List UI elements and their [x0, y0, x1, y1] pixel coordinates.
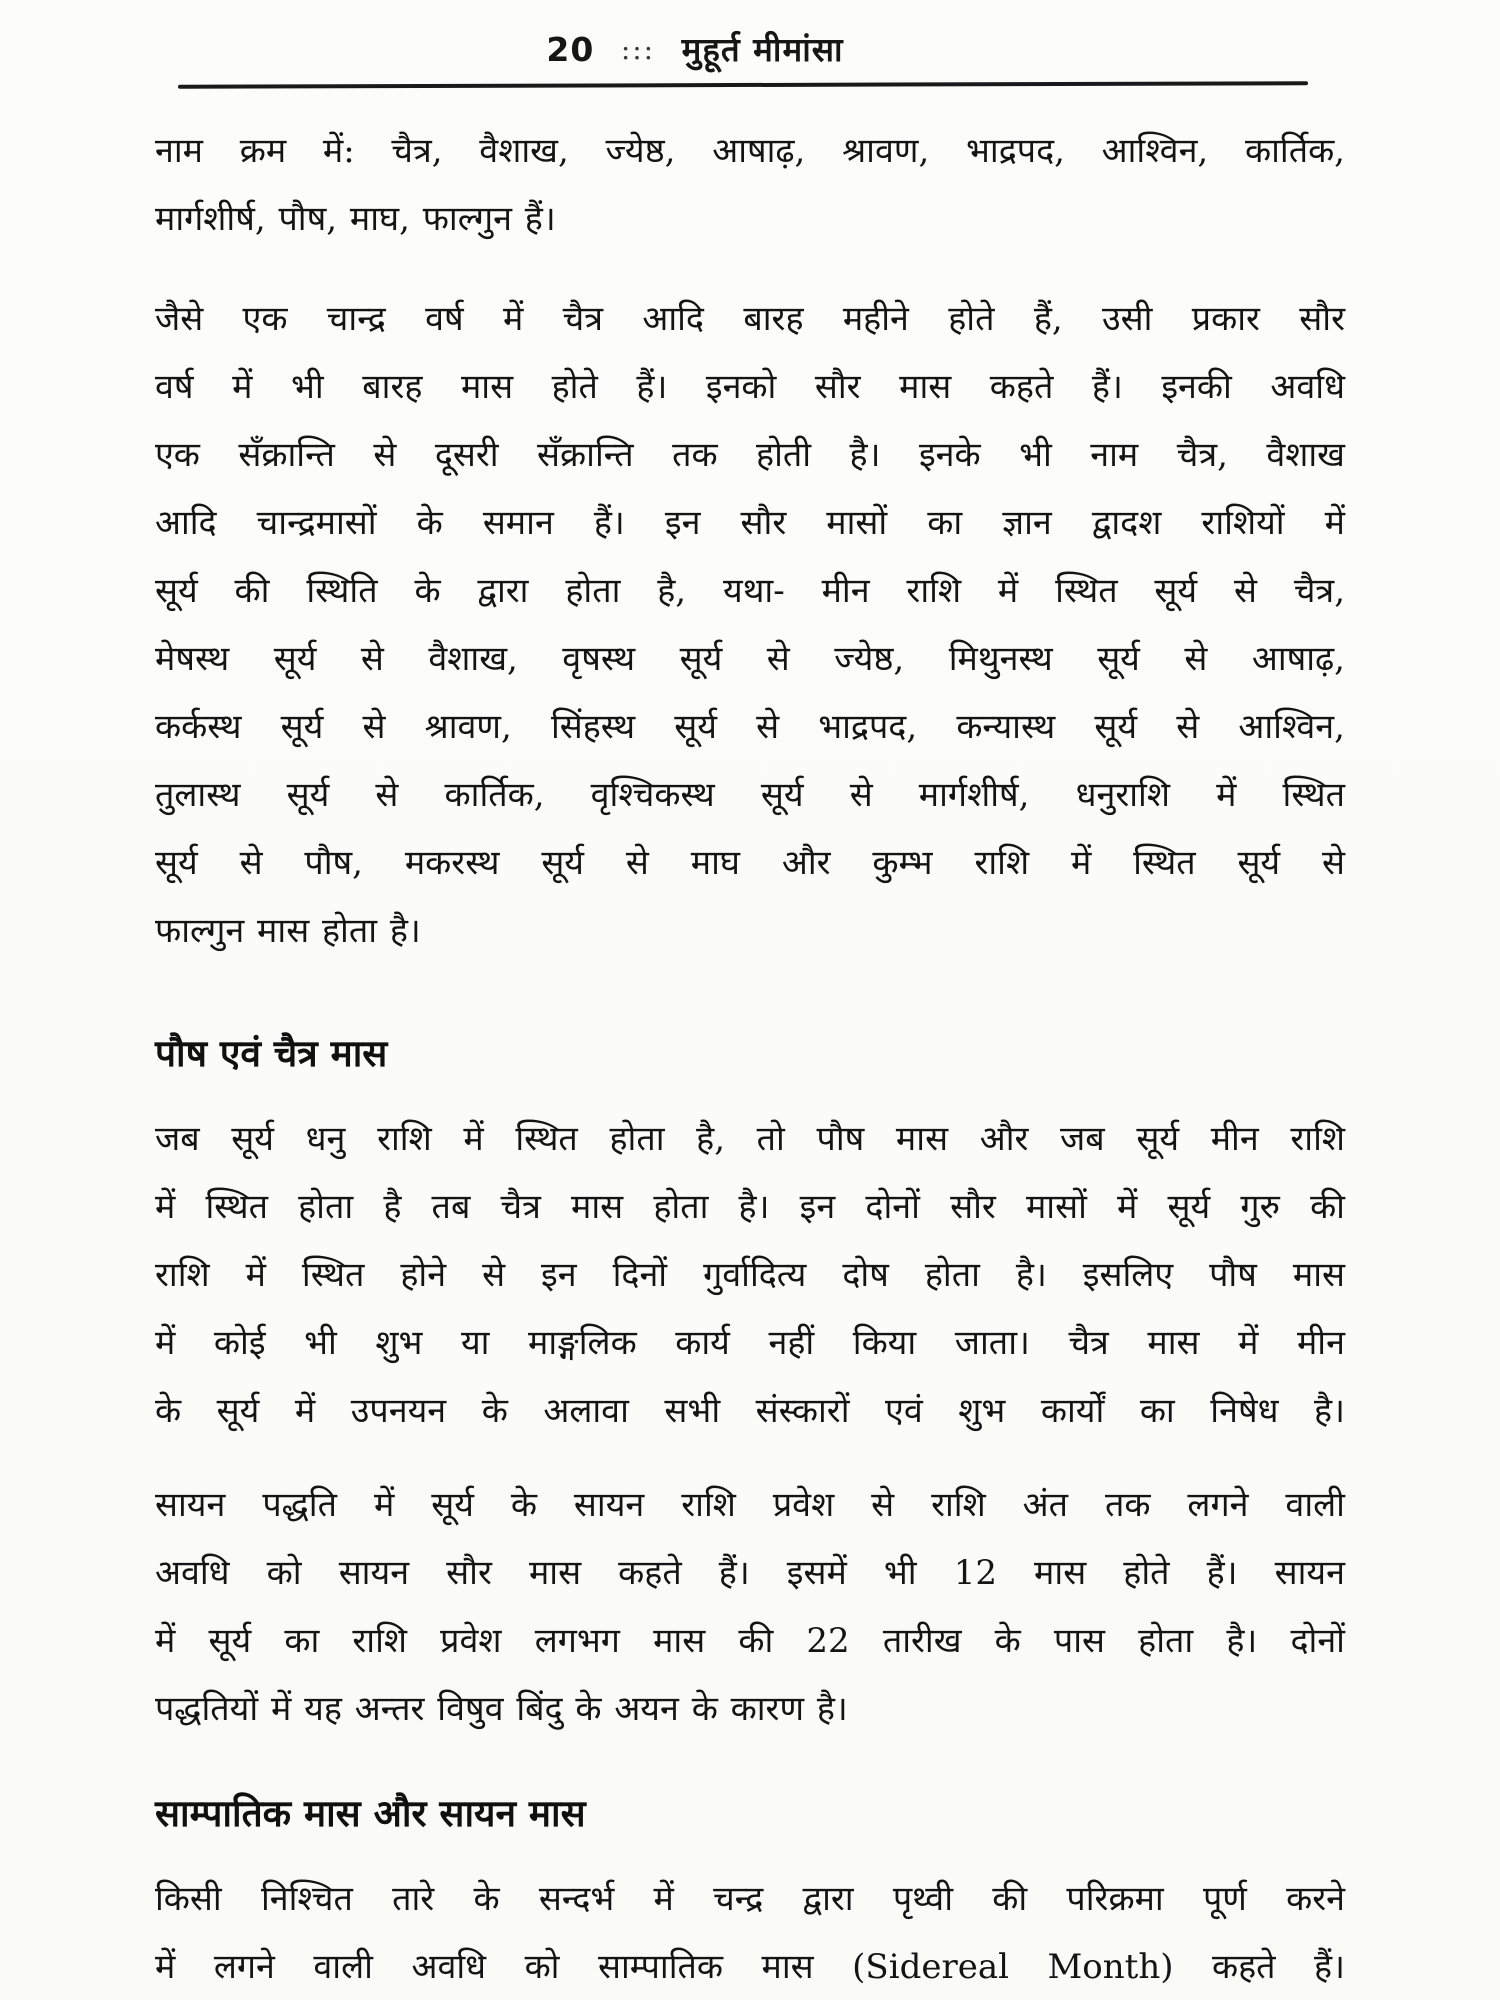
- text-line: में लगने वाली अवधि को साम्पातिक मास (Sidereal Month) कहते हैं।: [155, 1947, 1345, 1987]
- paragraph-1: [155, 117, 1345, 253]
- text-line: आदि चान्द्रमासों के समान हैं। इन सौर मासों का ज्ञान द्वादश राशियों में: [155, 503, 1345, 543]
- header-separator: :::: [620, 33, 656, 66]
- paragraph-5: [155, 1865, 1345, 2000]
- text-line: में सूर्य का राशि प्रवेश लगभग मास की 22 तारीख के पास होता है। दोनों: [155, 1621, 1345, 1661]
- section-heading-sampatik-sayan: साम्पातिक मास और सायन मास: [155, 1791, 586, 1835]
- text-line: एक सँक्रान्ति से दूसरी सँक्रान्ति तक होती है। इनके भी नाम चैत्र, वैशाख: [155, 435, 1345, 475]
- text-line: सायन पद्धति में सूर्य के सायन राशि प्रवेश से राशि अंत तक लगने वाली: [155, 1485, 1345, 1525]
- text-line: अवधि को सायन सौर मास कहते हैं। इसमें भी 12 मास होते हैं। सायन: [155, 1553, 1345, 1593]
- text-line: पद्धतियों में यह अन्तर विषुव बिंदु के अयन के कारण है।: [155, 1689, 848, 1729]
- text-line: वर्ष में भी बारह मास होते हैं। इनको सौर मास कहते हैं। इनकी अवधि: [155, 367, 1345, 407]
- text-line: में स्थित होता है तब चैत्र मास होता है। इन दोनों सौर मासों में सूर्य गुरु की: [155, 1187, 1345, 1227]
- page-number: 20: [546, 30, 595, 69]
- text-line: जैसे एक चान्द्र वर्ष में चैत्र आदि बारह महीने होते हैं, उसी प्रकार सौर: [155, 299, 1345, 339]
- text-line: फाल्गुन मास होता है।: [155, 911, 421, 951]
- paragraph-3: [155, 1105, 1345, 1445]
- text-line: कर्कस्थ सूर्य से श्रावण, सिंहस्थ सूर्य से भाद्रपद, कन्यास्थ सूर्य से आश्विन,: [155, 707, 1345, 747]
- text-line: राशि में स्थित होने से इन दिनों गुर्वादित्य दोष होता है। इसलिए पौष मास: [155, 1255, 1345, 1295]
- text-line: मेषस्थ सूर्य से वैशाख, वृषस्थ सूर्य से ज्येष्ठ, मिथुनस्थ सूर्य से आषाढ़,: [155, 639, 1345, 679]
- text-line: तुलास्थ सूर्य से कार्तिक, वृश्चिकस्थ सूर्य से मार्गशीर्ष, धनुराशि में स्थित: [155, 775, 1345, 815]
- text-line: किसी निश्चित तारे के सन्दर्भ में चन्द्र द्वारा पृथ्वी की परिक्रमा पूर्ण करने: [155, 1879, 1345, 1919]
- book-title: मुहूर्त मीमांसा: [681, 30, 844, 69]
- section-heading-paush-chaitra: पौष एवं चैत्र मास: [155, 1031, 388, 1075]
- paragraph-4: [155, 1471, 1345, 1743]
- text-line: जब सूर्य धनु राशि में स्थित होता है, तो पौष मास और जब सूर्य मीन राशि: [155, 1119, 1345, 1159]
- text-line: सूर्य से पौष, मकरस्थ सूर्य से माघ और कुम्भ राशि में स्थित सूर्य से: [155, 843, 1345, 883]
- text-line: सूर्य की स्थिति के द्वारा होता है, यथा- मीन राशि में स्थित सूर्य से चैत्र,: [155, 571, 1345, 611]
- paragraph-2: [155, 285, 1345, 965]
- text-line: के सूर्य में उपनयन के अलावा सभी संस्कारों एवं शुभ कार्यों का निषेध है।: [155, 1391, 1345, 1431]
- text-line: मार्गशीर्ष, पौष, माघ, फाल्गुन हैं।: [155, 199, 556, 239]
- text-line: नाम क्रम में: चैत्र, वैशाख, ज्येष्ठ, आषाढ़, श्रावण, भाद्रपद, आश्विन, कार्तिक,: [155, 131, 1345, 171]
- text-line: में कोई भी शुभ या माङ्गलिक कार्य नहीं किया जाता। चैत्र मास में मीन: [155, 1323, 1345, 1363]
- page-header: [0, 0, 1390, 71]
- page-content: [155, 87, 1345, 2000]
